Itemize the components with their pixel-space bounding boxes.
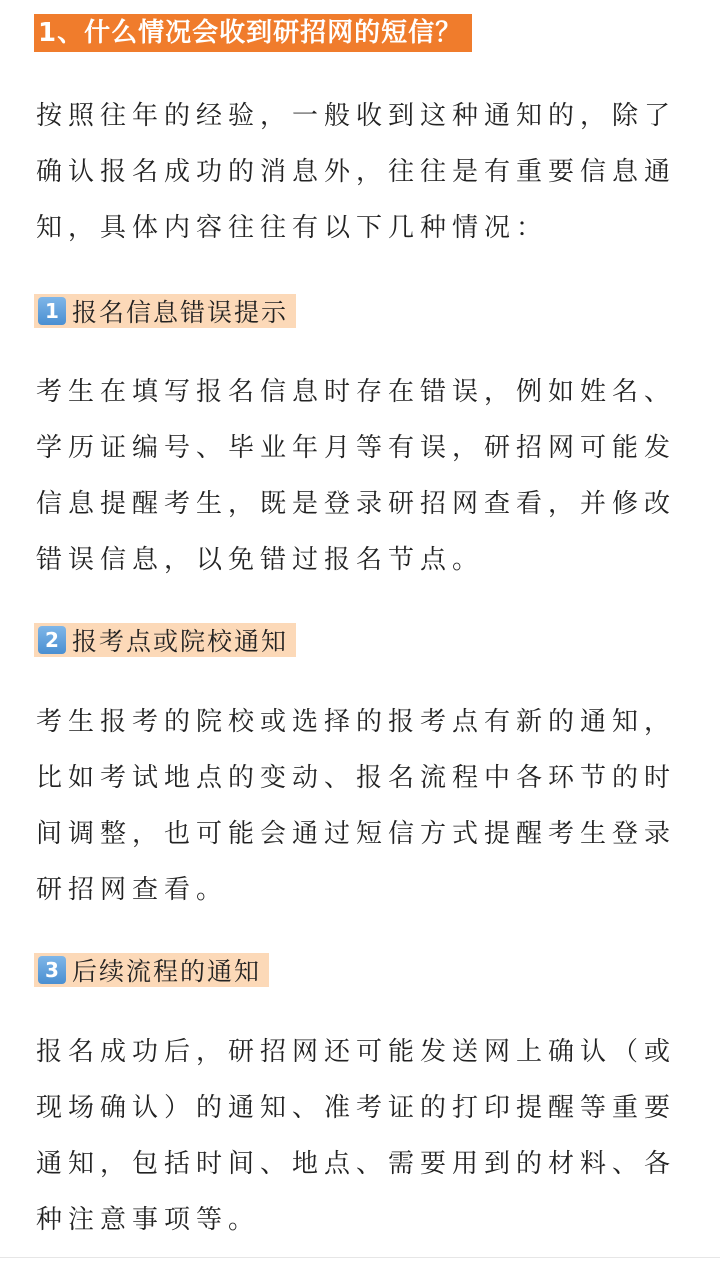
section-body-1: 考生在填写报名信息时存在错误，例如姓名、学历证编号、毕业年月等有误，研招网可能发信息提醒考生，既是登录研招网查看，并修改错误信息，以免错过报名节点。 xyxy=(36,377,677,575)
section-heading-1 xyxy=(34,294,296,328)
number-3-icon: 3 xyxy=(38,956,66,984)
intro-paragraph: 按照往年的经验，一般收到这种通知的，除了确认报名成功的消息外，往往是有重要信息通知，具体内容往往有以下几种情况： xyxy=(36,101,677,243)
section-heading-2 xyxy=(34,623,296,657)
section-body-3: 报名成功后，研招网还可能发送网上确认（或现场确认）的通知、准考证的打印提醒等重要通知，包括时间、地点、需要用到的材料、各种注意事项等。 xyxy=(36,1037,677,1235)
number-2-icon: 2 xyxy=(38,626,66,654)
section-body-2: 考生报考的院校或选择的报考点有新的通知，比如考试地点的变动、报名流程中各环节的时间调整，也可能会通过短信方式提醒考生登录研招网查看。 xyxy=(36,707,677,905)
bottom-divider xyxy=(0,1257,720,1258)
section-heading-3 xyxy=(34,953,269,987)
section-heading-label: 报名信息错误提示 xyxy=(72,298,289,327)
section-heading-label: 报考点或院校通知 xyxy=(72,627,289,656)
section-heading-label: 后续流程的通知 xyxy=(72,957,262,986)
number-1-icon: 1 xyxy=(38,297,66,325)
page-title: 1、什么情况会收到研招网的短信？ xyxy=(34,14,472,52)
